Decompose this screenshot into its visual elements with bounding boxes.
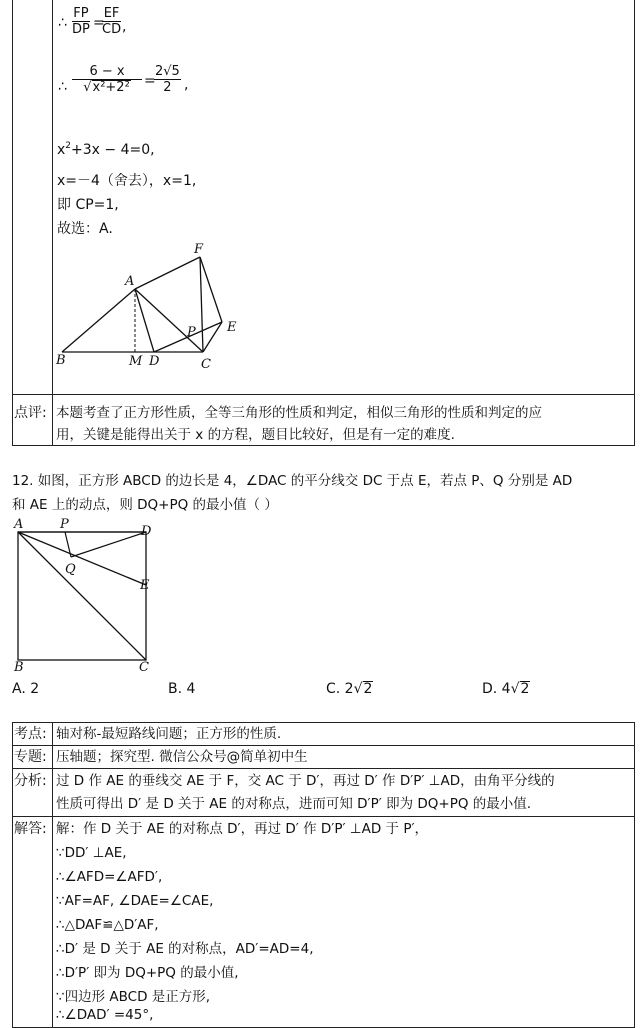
fig2-label-b: B <box>14 660 24 675</box>
fraction-6-x: $\frac{6 - x}{\text{√x²+2²}}$ <box>72 64 142 95</box>
fig1-label-b: B <box>56 353 66 368</box>
sqrt-sign: √ <box>510 681 520 697</box>
row-line-2 <box>12 768 635 769</box>
row-line-3 <box>12 816 635 817</box>
review-line-1: 本题考查了正方形性质，全等三角形的性质和判定，相似三角形的性质和判定的应 <box>56 405 542 421</box>
solution-step-9: ∴∠DAD′ =45°, <box>56 1007 154 1023</box>
figure-triangle-square <box>50 240 260 380</box>
solution-step-7: ∴D′P′ 即为 DQ+PQ 的最小值, <box>56 965 239 981</box>
fig2-label-d: D <box>141 524 152 539</box>
fraction-fp-dp: $\frac{FP}{DP}$ <box>72 6 90 37</box>
comma-2: , <box>184 77 189 93</box>
fig2-label-q: Q <box>65 562 76 577</box>
sqrt-sign: √ <box>83 80 92 95</box>
therefore-1: ∴ <box>58 15 67 31</box>
solution-step-1: 解：作 D 关于 AE 的对称点 D′，再过 D′ 作 D′P′ ⊥AD 于 P′， <box>56 821 429 837</box>
fig2-label-a: A <box>14 517 24 532</box>
option-a: A. 2 <box>12 681 40 697</box>
solution-step-4: ∵AF=AF, ∠DAE=∠CAE, <box>56 893 214 909</box>
fig1-label-m: M <box>129 354 143 369</box>
sqrt-sign: √ <box>353 681 363 697</box>
figure-square-abcd <box>8 517 168 677</box>
fig2-label-p: P <box>60 517 69 532</box>
fig1-label-d: D <box>149 354 160 369</box>
kaodian-label: 考点: <box>14 726 47 742</box>
fig1-label-f: F <box>194 242 204 257</box>
solution-step-6: ∴D′ 是 D 关于 AE 的对称点，AD′=AD=4, <box>56 941 314 957</box>
zhuanti-label: 专题: <box>14 749 47 765</box>
fenxi-label: 分析: <box>14 773 47 789</box>
review-label: 点评: <box>14 405 47 421</box>
question-12-line-2: 和 AE 上的动点，则 DQ+PQ 的最小值（ ） <box>12 497 278 513</box>
review-divider <box>52 394 53 446</box>
jieda-label: 解答: <box>14 821 47 837</box>
zhuanti-text: 压轴题；探究型. 微信公众号@简单初中生 <box>56 749 308 765</box>
cp-line: 即 CP=1, <box>57 197 119 213</box>
equals-2: = <box>144 73 156 89</box>
fig1-label-a: A <box>125 274 135 289</box>
fig1-label-e: E <box>227 320 237 335</box>
review-line-2: 用，关键是能得出关于 x 的方程，题目比较好，但是有一定的难度. <box>56 427 455 443</box>
option-b: B. 4 <box>168 681 196 697</box>
kaodian-text: 轴对称-最短路线问题；正方形的性质. <box>56 726 282 742</box>
answer-line: 故选：A. <box>57 221 113 237</box>
row-line-1 <box>12 745 635 746</box>
option-c: C. 2√2 <box>326 681 373 697</box>
therefore-2: ∴ <box>58 79 67 95</box>
fraction-2root5: $\frac{2√5}{2}$ <box>155 64 180 95</box>
fig2-label-e: E <box>140 578 150 593</box>
equals-1: = <box>93 15 105 31</box>
solution-step-3: ∴∠AFD=∠AFD′, <box>56 869 163 885</box>
sqrt-radicand: x²+2² <box>92 80 130 95</box>
solution-step-5: ∴△DAF≌△D′AF, <box>56 917 159 933</box>
fraction-ef-cd: $\frac{EF}{CD}$ <box>102 6 122 37</box>
fenxi-line-1: 过 D 作 AE 的垂线交 AE 于 F，交 AC 于 D′，再过 D′ 作 D′P′ ⊥AD，由角平分线的 <box>56 773 555 789</box>
option-d: D. 4√2 <box>482 681 530 697</box>
fig1-label-p: P <box>187 325 196 340</box>
question-12-line-1: 12. 如图，正方形 ABCD 的边长是 4，∠DAC 的平分线交 DC 于点 E，若点 P、Q 分别是 AD <box>12 473 573 489</box>
solution-step-8: ∵四边形 ABCD 是正方形, <box>56 989 211 1005</box>
fig1-label-c: C <box>201 357 211 372</box>
solution-line: x=－4（舍去），x=1, <box>57 173 197 189</box>
quadratic-equation: $x^2+3x - 4=0$, <box>57 141 155 158</box>
solution-step-2: ∵DD′ ⊥AE, <box>56 845 127 861</box>
comma-1: , <box>122 19 127 35</box>
fig2-label-c: C <box>139 660 149 675</box>
fenxi-line-2: 性质可得出 D′ 是 D 关于 AE 的对称点，进而可知 D′P′ 即为 DQ+PQ 的最小值. <box>56 796 532 812</box>
